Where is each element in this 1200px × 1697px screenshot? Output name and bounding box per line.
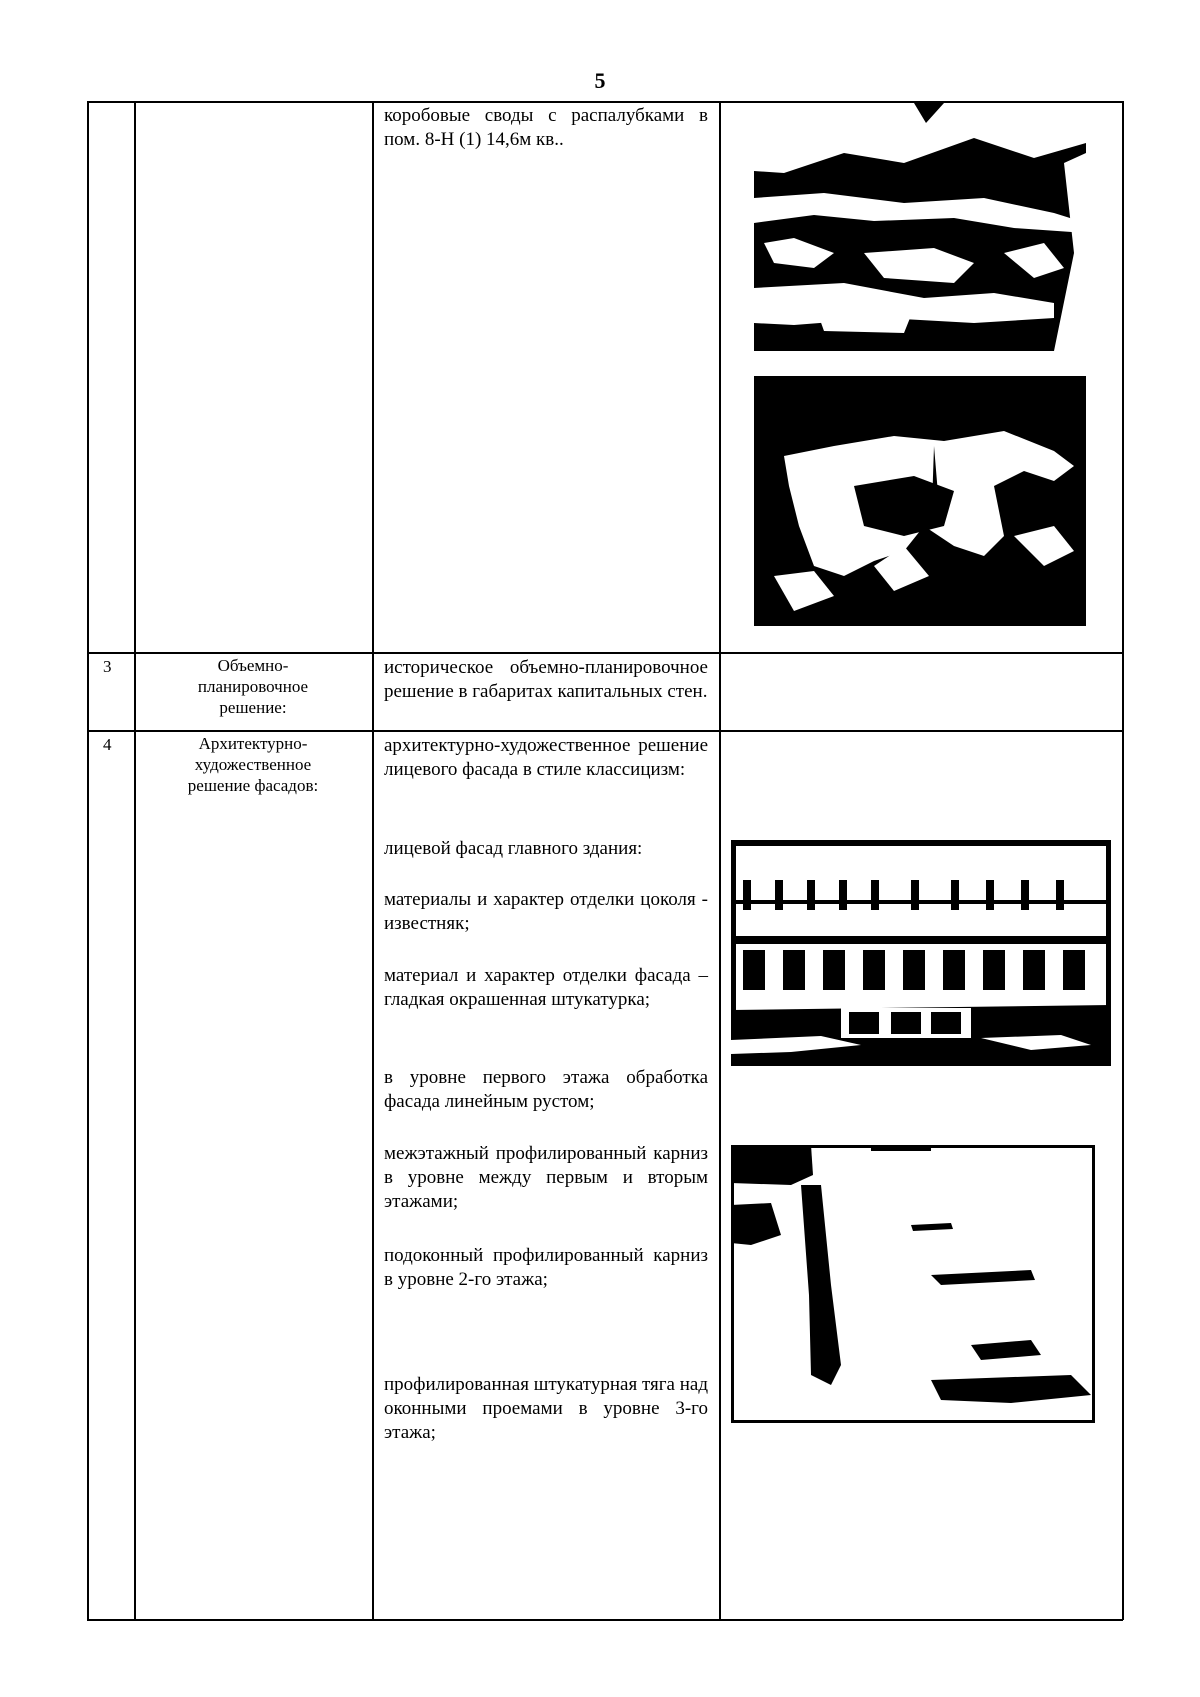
vault-photo-2-image [754,376,1086,626]
facade-photo-1-image [731,840,1111,1066]
vault-photo-1 [754,103,1086,351]
row-3-number: 3 [103,657,112,676]
facade-photo-2 [731,1145,1095,1423]
row-divider [87,652,1123,654]
vault-photo-2 [754,376,1086,626]
row-3-description [384,656,708,704]
column-divider [719,101,721,1620]
page-number: 5 [594,68,606,93]
table-border-left [87,101,89,1620]
row-4-description-2: лицевой фасад главного здания: [384,838,643,859]
row-4-description-6: межэтажный профилированный карниз в уровне между первым и вторым этажами; [384,1143,708,1212]
row-4-description-5: в уровне первого этажа обработка фасада линейным рустом; [384,1067,708,1112]
facade-photo-1 [731,840,1111,1066]
row-4-item: Архитектурно-художественное решение фасадов: [187,734,319,795]
row-divider [87,730,1123,732]
row-4-number: 4 [103,735,112,754]
column-divider [134,101,136,1620]
facade-photo-2-image [731,1145,1095,1423]
row-4-description-4: материал и характер отделки фасада – гладкая окрашенная штукатурка; [384,965,708,1010]
row-4-description-3: материалы и характер отделки цоколя - известняк; [384,889,708,934]
row-4-description-8: профилированная штукатурная тяга над оконными проемами в уровне 3-го этажа; [384,1374,708,1443]
row-3-item: Объемно-планировочное решение: [197,656,309,717]
column-divider [372,101,374,1620]
row-4-description-1: архитектурно-художественное решение лицевого фасада в стиле классицизм: [384,735,708,780]
table-border-bottom [87,1619,1123,1621]
vault-photo-1-image [754,103,1086,351]
description-paragraph: коробовые своды с распалубками в пом. 8-Н (1) 14,6м кв.. [384,105,708,150]
row-1-description [384,104,708,152]
description-paragraph: историческое объемно-планировочное решение в габаритах капитальных стен. [384,657,708,702]
table-border-right [1122,101,1124,1620]
row-4-description-7: подоконный профилированный карниз в уровне 2-го этажа; [384,1245,708,1290]
